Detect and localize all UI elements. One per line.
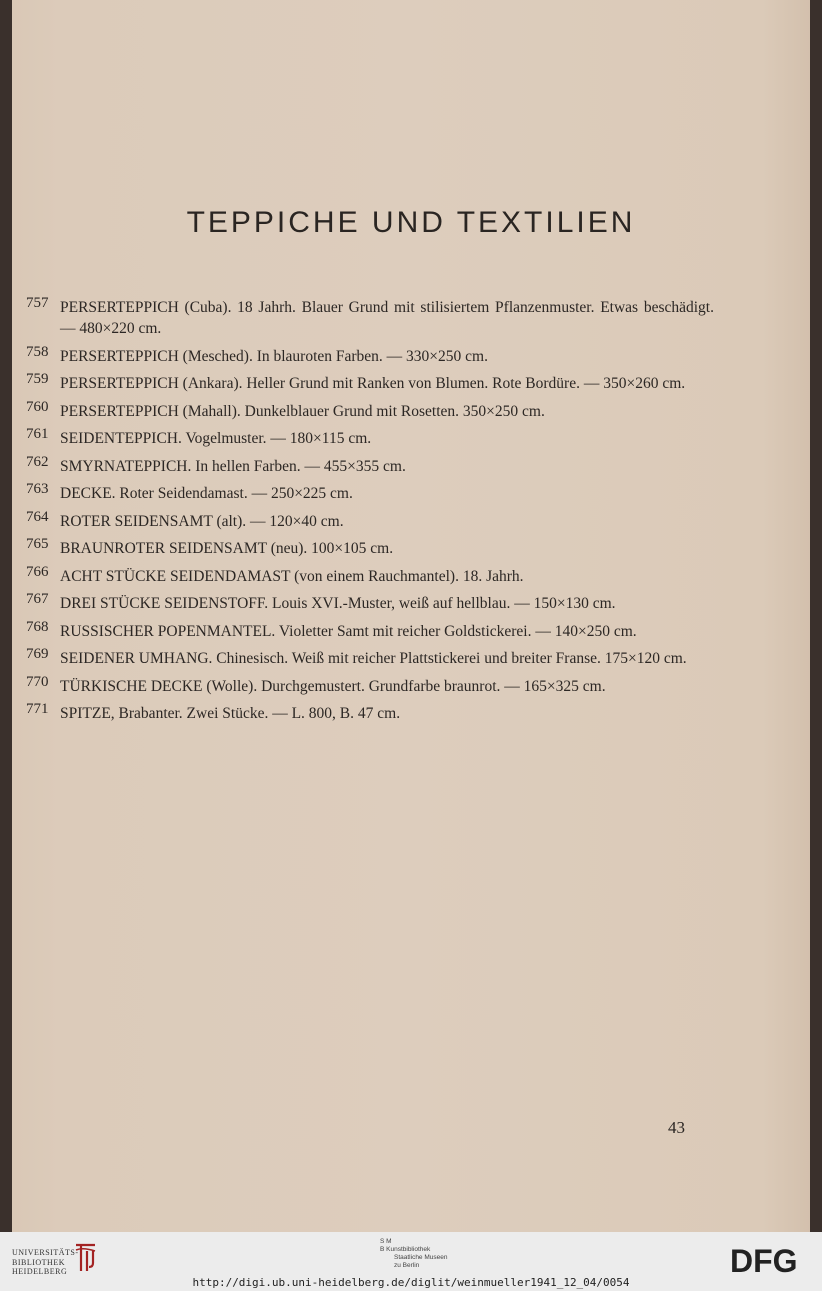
entry-text: ACHT STÜCKE SEIDENDAMAST (von einem Rauchmantel). 18. Jahrh. [60,567,524,585]
catalog-entry [26,343,714,367]
entry-number: 762 [26,453,49,470]
sm-line: B Kunstbibliothek [380,1246,431,1253]
entry-number: 766 [26,563,49,580]
sm-line: zu Berlin [394,1262,420,1269]
entry-text: PERSERTEPPICH (Mahall). Dunkelblauer Grund mit Rosetten. 350×250 cm. [60,402,545,420]
page-number: 43 [668,1118,685,1137]
entry-number: 760 [26,398,49,415]
catalog-entry [26,563,714,587]
entry-text: TÜRKISCHE DECKE (Wolle). Durchgemustert. Grundfarbe braunrot. — 165×325 cm. [60,677,606,695]
entry-number: 771 [26,701,49,717]
catalog-entry [26,483,714,504]
entry-text: DECKE. Roter Seidendamast. — 250×225 cm. [60,485,353,502]
entry-list [26,297,714,731]
entry-text: SMYRNATEPPICH. In hellen Farben. — 455×355 cm. [60,457,406,475]
catalog-entry [26,398,714,422]
library-line: BIBLIOTHEK [12,1257,65,1267]
catalog-entry [26,508,714,532]
entry-number: 767 [26,591,49,607]
library-line: HEIDELBERG [12,1267,68,1276]
catalog-entry [26,373,714,394]
entry-number: 765 [26,536,49,552]
entry-number: 759 [26,371,49,387]
catalog-entry [26,618,714,642]
catalog-entry [26,648,714,669]
entry-text: ROTER SEIDENSAMT (alt). — 120×40 cm. [60,512,344,530]
catalog-page [12,0,810,1232]
entry-text: PERSERTEPPICH (Mesched). In blauroten Farben. — 330×250 cm. [60,347,488,365]
entry-text: SPITZE, Brabanter. Zwei Stücke. — L. 800, B. 47 cm. [60,705,401,722]
entry-number: 764 [26,508,49,525]
dfg-logo: DFG [730,1243,798,1279]
page-title: TEPPICHE UND TEXTILIEN [186,206,636,239]
university-logo-icon [73,1241,99,1275]
entry-number: 769 [26,646,49,662]
catalog-entry [26,593,714,614]
sm-line: S M [380,1238,392,1245]
entry-number: 757 [26,295,49,311]
entry-number: 770 [26,673,49,690]
library-name [12,1248,79,1277]
sm-line: Staatliche Museen [394,1254,448,1261]
entry-number: 763 [26,481,49,497]
entry-text: SEIDENER UMHANG. Chinesisch. Weiß mit reicher Plattstickerei und breiter Franse. 175×120 cm. [60,650,687,667]
entry-text: PERSERTEPPICH (Cuba). 18 Jahrh. Blauer Grund mit stilisiertem Pflanzenmuster. Etwas beschädigt. — 480×220 cm. [60,299,714,337]
entry-number: 758 [26,343,49,360]
catalog-entry [26,673,714,697]
library-line: UNIVERSITÄTS- [12,1248,79,1257]
entry-text: RUSSISCHER POPENMANTEL. Violetter Samt mit reicher Goldstickerei. — 140×250 cm. [60,622,637,640]
entry-text: SEIDENTEPPICH. Vogelmuster. — 180×115 cm. [60,430,372,447]
catalog-entry [26,428,714,449]
sm-kunstbibliothek-block [380,1238,447,1270]
entry-text: DREI STÜCKE SEIDENSTOFF. Louis XVI.-Muster, weiß auf hellblau. — 150×130 cm. [60,595,616,612]
catalog-entry [26,453,714,477]
entry-text: BRAUNROTER SEIDENSAMT (neu). 100×105 cm. [60,540,394,557]
entry-number: 761 [26,426,49,442]
catalog-entry [26,538,714,559]
entry-number: 768 [26,618,49,635]
entry-text: PERSERTEPPICH (Ankara). Heller Grund mit Ranken von Blumen. Rote Bordüre. — 350×260 cm. [60,375,686,392]
source-url-link[interactable]: http://digi.ub.uni-heidelberg.de/diglit/weinmueller1941_12_04/0054 [192,1276,630,1289]
catalog-entry [26,297,714,339]
catalog-entry [26,703,714,724]
